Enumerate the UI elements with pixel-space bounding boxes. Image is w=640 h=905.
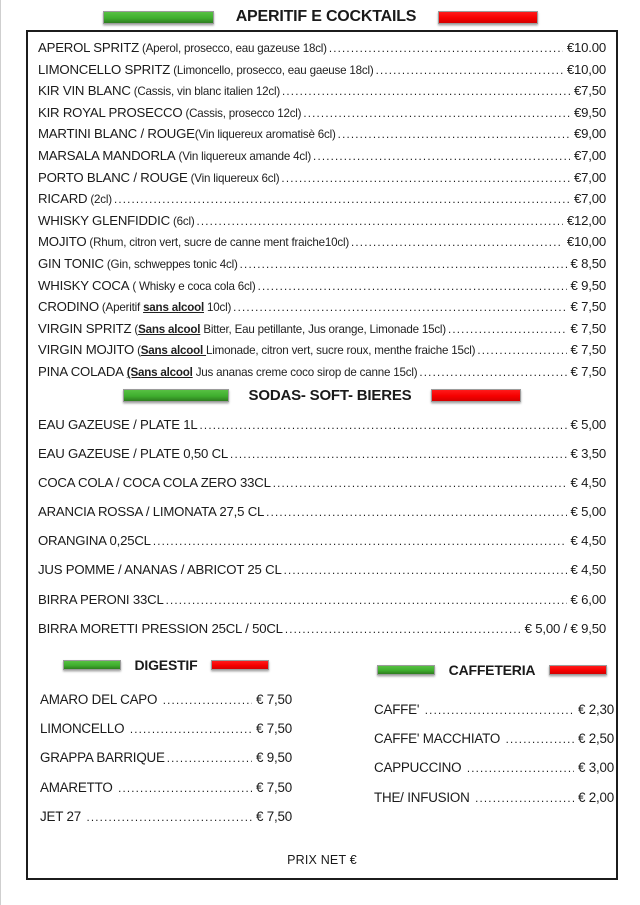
item-name: WHISKY GLENFIDDIC	[38, 212, 170, 228]
aperitif-list	[38, 37, 606, 383]
item-name: LIMONCELLO	[40, 721, 128, 737]
item-price: € 9,50	[255, 750, 292, 766]
menu-item-row	[38, 253, 606, 275]
item-name: KIR VIN BLANC	[38, 83, 131, 99]
item-description	[86, 232, 349, 254]
dot-leader	[118, 775, 252, 804]
item-description-sans-alcool: (Sans alcool	[126, 365, 193, 379]
item-price: €7,00	[573, 169, 606, 185]
green-bar-icon	[123, 389, 229, 402]
dot-leader	[230, 441, 566, 470]
dot-leader	[285, 616, 521, 645]
digestif-column	[40, 656, 292, 831]
green-bar-icon	[63, 660, 121, 670]
green-bar-icon	[103, 11, 214, 24]
dot-leader	[114, 190, 570, 212]
item-name: PINA COLADA	[38, 363, 124, 379]
item-description-pre: (Cassis, prosecco 12cl)	[182, 106, 302, 120]
dot-leader	[282, 82, 570, 104]
item-name: CRODINO	[38, 299, 99, 315]
item-description-pre: (Aperitif	[98, 301, 144, 315]
menu-item-row	[374, 783, 614, 812]
item-price: € 7,50	[570, 363, 606, 379]
item-price: € 8,50	[570, 255, 606, 271]
menu-item-row	[38, 339, 606, 361]
menu-item-row	[40, 685, 292, 714]
item-price: € 3,00	[577, 760, 614, 776]
item-name: PORTO BLANC / ROUGE	[38, 169, 188, 185]
item-name: APEROL SPRITZ	[38, 40, 139, 55]
item-price: € 5,00 / € 9,50	[524, 620, 606, 636]
item-description-pre: (Vin liquereux aromatisè 6cl)	[194, 128, 336, 142]
menu-item-row	[38, 231, 606, 253]
sodas-list	[38, 410, 606, 644]
section-title-sodas: SODAS- SOFT- BIERES	[248, 387, 412, 404]
menu-item-row	[38, 497, 606, 526]
item-description	[188, 168, 280, 190]
dot-leader	[313, 147, 570, 169]
item-name: LIMONCELLO SPRITZ	[38, 61, 171, 77]
menu-item-row	[38, 59, 606, 81]
dot-leader	[448, 320, 567, 342]
item-description-pre: (2cl)	[87, 193, 112, 207]
menu-item-row	[38, 555, 606, 584]
dot-leader	[153, 528, 567, 557]
item-price: € 2,30	[577, 702, 614, 717]
dot-leader	[87, 804, 252, 833]
item-name: EAU GAZEUSE / PLATE 0,50 CL	[38, 445, 229, 461]
section-title-digestif: DIGESTIF	[134, 657, 198, 673]
item-description-post: 10cl)	[204, 301, 232, 315]
caffeteria-list	[370, 695, 614, 812]
menu-item-row	[374, 753, 614, 782]
item-name: BIRRA MORETTI PRESSION 25CL / 50CL	[38, 620, 283, 636]
dot-leader	[266, 499, 566, 528]
item-name: MOJITO	[38, 234, 87, 250]
menu-item-row	[38, 37, 606, 59]
item-price: € 2,00	[577, 789, 614, 805]
item-name: BIRRA PERONI 33CL	[38, 591, 164, 607]
item-price: € 7,50	[255, 721, 292, 737]
section-title-caffeteria: CAFFETERIA	[448, 662, 536, 678]
item-description-pre: (Vin liquereux amande 4cl)	[175, 149, 312, 163]
menu-item-row	[38, 585, 606, 614]
item-description-pre: (Limoncello, prosecco, eau gaeuse 18cl)	[170, 63, 374, 77]
item-description-pre: ( Whisky e coca cola 6cl)	[129, 279, 256, 293]
item-description-pre: (Gin, schweppes tonic 4cl)	[103, 257, 238, 271]
dot-leader	[506, 726, 574, 755]
menu-item-row	[38, 468, 606, 497]
item-description-post: Limonade, citron vert, sucre roux, menthe fraiche 15cl)	[206, 344, 476, 358]
item-price: € 7,50	[255, 692, 292, 707]
item-description	[104, 254, 238, 276]
menu-item-row	[38, 123, 606, 145]
item-price: € 2,50	[577, 731, 614, 747]
item-description-post: Jus ananas creme coco sirop de canne 15cl)	[192, 365, 418, 379]
red-bar-icon	[549, 665, 607, 675]
dot-leader	[475, 785, 574, 814]
dot-leader	[338, 125, 570, 147]
item-name: VIRGIN MOJITO	[38, 342, 135, 358]
item-description-sans-alcool: Sans alcool	[140, 344, 207, 358]
item-price: €10,00	[566, 61, 606, 77]
bottom-columns	[38, 656, 614, 831]
item-price: € 5,00	[570, 416, 606, 432]
item-description-sans-alcool: sans alcool	[143, 301, 205, 315]
menu-item-row	[38, 526, 606, 555]
item-name: MARTINI BLANC / ROUGE	[38, 126, 195, 142]
red-bar-icon	[211, 660, 269, 670]
dot-leader	[477, 341, 566, 363]
item-price: € 3,50	[570, 445, 606, 461]
item-price: €10,00	[566, 234, 606, 250]
item-description	[131, 81, 280, 103]
item-name: AMARO DEL CAPO	[40, 692, 161, 707]
dot-leader	[163, 687, 252, 716]
item-name: GRAPPA BARRIQUE	[40, 750, 165, 766]
dot-leader	[167, 745, 252, 774]
caffeteria-column	[370, 656, 614, 831]
section-title-aperitif: APERITIF E COCKTAILS	[235, 8, 417, 25]
item-description	[170, 60, 373, 82]
dot-leader	[130, 716, 252, 745]
item-price: € 4,50	[570, 474, 606, 490]
item-description	[87, 189, 112, 211]
menu-item-row	[40, 743, 292, 772]
menu-item-row	[38, 210, 606, 232]
dot-leader	[166, 587, 567, 616]
item-name: VIRGIN SPRITZ	[38, 320, 132, 336]
section-header-digestif	[40, 656, 292, 674]
dot-leader	[197, 212, 563, 234]
item-name: EAU GAZEUSE / PLATE 1L	[38, 416, 198, 432]
item-price: €9,50	[573, 104, 606, 120]
dot-leader	[240, 255, 567, 277]
item-description-pre: (	[131, 322, 139, 336]
dot-leader	[273, 470, 567, 499]
item-description-pre: (Vin liquereux 6cl)	[187, 171, 280, 185]
section-header-caffeteria	[370, 661, 614, 679]
menu-item-row	[40, 773, 292, 802]
red-bar-icon	[431, 389, 521, 402]
item-description-sans-alcool: Sans alcool	[138, 322, 201, 336]
menu-item-row	[38, 439, 606, 468]
menu-item-row	[38, 361, 606, 383]
item-name: CAFFE'	[374, 702, 423, 717]
item-name: JET 27	[40, 808, 85, 824]
item-price: € 7,50	[570, 299, 606, 315]
item-price: € 7,50	[570, 342, 606, 358]
item-description-pre: (Rhum, citron vert, sucre de canne ment fraiche10cl)	[86, 236, 350, 250]
menu-item-row	[38, 80, 606, 102]
item-price: € 4,50	[570, 533, 606, 549]
item-description	[129, 276, 255, 298]
item-description-pre: (	[134, 344, 141, 358]
item-price: € 9,50	[570, 277, 606, 293]
item-price: € 6,00	[570, 591, 606, 607]
item-description	[124, 362, 418, 384]
green-bar-icon	[377, 665, 435, 675]
item-name: ORANGINA 0,25CL	[38, 533, 151, 549]
menu-box	[26, 30, 618, 880]
dot-leader	[419, 363, 566, 385]
menu-item-row	[38, 275, 606, 297]
item-description	[176, 146, 312, 168]
red-bar-icon	[438, 11, 538, 24]
item-description	[139, 38, 327, 60]
item-price: €12,00	[566, 212, 606, 228]
item-price: € 7,50	[255, 779, 292, 795]
dot-leader	[200, 412, 567, 441]
dot-leader	[284, 557, 567, 586]
dot-leader	[258, 277, 567, 299]
item-price: € 7,50	[570, 320, 606, 336]
menu-item-row	[38, 410, 606, 439]
menu-item-row	[40, 802, 292, 831]
dot-leader	[329, 39, 563, 61]
dot-leader	[425, 697, 574, 726]
item-description-pre: (Aperol, prosecco, eau gazeuse 18cl)	[138, 42, 327, 55]
item-description-pre: (6cl)	[169, 214, 195, 228]
item-name: CAPPUCCINO	[374, 760, 465, 776]
menu-item-row	[374, 724, 614, 753]
item-name: MARSALA MANDORLA	[38, 147, 176, 163]
item-price: € 4,50	[570, 562, 606, 578]
menu-item-row	[38, 318, 606, 340]
item-name: JUS POMME / ANANAS / ABRICOT 25 CL	[38, 562, 282, 578]
item-description-post: Bitter, Eau petillante, Jus orange, Limonade 15cl)	[200, 322, 446, 336]
menu-item-row	[374, 695, 614, 724]
item-price: €7,00	[573, 147, 606, 163]
menu-item-row	[38, 167, 606, 189]
dot-leader	[281, 169, 570, 191]
item-name: ARANCIA ROSSA / LIMONATA 27,5 CL	[38, 504, 265, 520]
digestif-list	[40, 685, 292, 831]
item-description	[131, 319, 446, 341]
section-header-aperitif	[1, 5, 640, 29]
item-price: €10.00	[566, 40, 606, 55]
item-description	[134, 340, 475, 362]
item-description	[99, 297, 231, 319]
menu-item-row	[38, 188, 606, 210]
item-description	[170, 211, 195, 233]
item-price: €7,00	[573, 191, 606, 207]
item-name: RICARD	[38, 191, 88, 207]
prix-net-note: PRIX NET €	[287, 853, 357, 867]
dot-leader	[303, 104, 570, 126]
menu-item-row	[38, 614, 606, 643]
item-price: € 7,50	[255, 808, 292, 824]
dot-leader	[376, 61, 563, 83]
item-name: AMARETTO	[40, 779, 117, 795]
item-price: €9,00	[573, 126, 606, 142]
item-name: WHISKY COCA	[38, 277, 130, 293]
item-description	[195, 124, 336, 146]
menu-item-row	[40, 714, 292, 743]
item-description-pre: (Cassis, vin blanc italien 12cl)	[130, 85, 281, 99]
section-header-sodas	[38, 384, 606, 408]
item-name: COCA COLA / COCA COLA ZERO 33CL	[38, 474, 271, 490]
menu-item-row	[38, 145, 606, 167]
item-description	[182, 103, 301, 125]
dot-leader	[233, 298, 566, 320]
item-name: GIN TONIC	[38, 255, 104, 271]
dot-leader	[351, 233, 563, 255]
dot-leader	[467, 755, 574, 784]
item-name: KIR ROYAL PROSECCO	[38, 104, 183, 120]
item-name: THE/ INFUSION	[374, 789, 474, 805]
item-price: € 5,00	[570, 504, 606, 520]
item-price: €7,50	[573, 83, 606, 99]
menu-item-row	[38, 296, 606, 318]
menu-item-row	[38, 102, 606, 124]
item-name: CAFFE' MACCHIATO	[374, 731, 504, 747]
